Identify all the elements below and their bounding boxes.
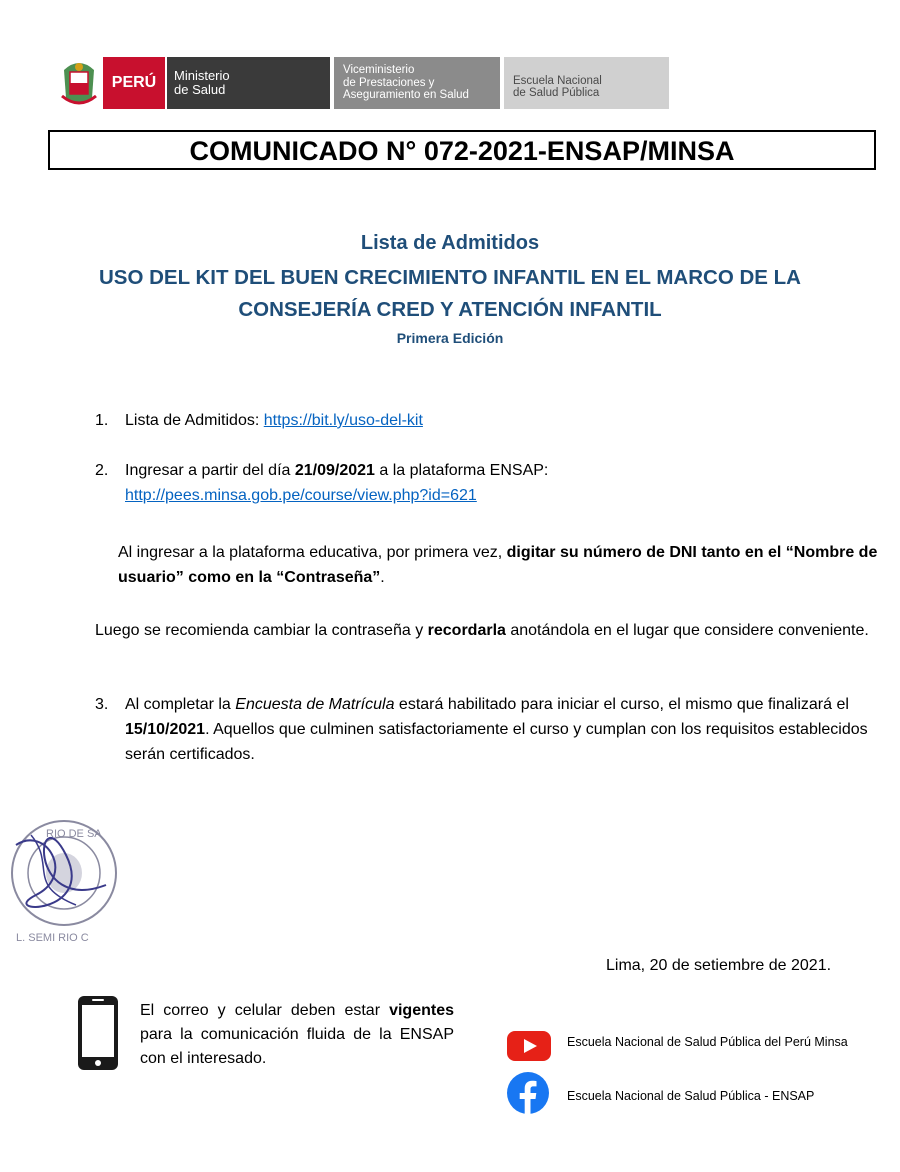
official-stamp-signature <box>6 815 120 945</box>
item3-italic: Encuesta de Matrícula <box>235 696 395 713</box>
admitted-list-link[interactable]: https://bit.ly/uso-del-kit <box>263 412 423 429</box>
item3-text-b: estará habilitado para iniciar el curso, el mismo que finalizará el <box>394 696 849 713</box>
youtube-channel-label[interactable]: Escuela Nacional de Salud Pública del Perú Minsa <box>567 1035 848 1049</box>
youtube-icon[interactable] <box>506 1028 552 1064</box>
ministerio-box <box>167 57 330 109</box>
contact-bold: vigentes <box>389 1002 454 1019</box>
heading-course-line1: USO DEL KIT DEL BUEN CRECIMIENTO INFANTIL EN EL MARCO DE LA <box>99 266 801 289</box>
ministerio-line1: Ministerio <box>174 68 230 83</box>
peru-logo-box <box>103 57 165 109</box>
communique-title: COMUNICADO N° 072-2021-ENSAP/MINSA <box>48 130 876 170</box>
para-a-end: . <box>380 569 385 586</box>
login-instruction <box>118 540 878 590</box>
contact-text-a: El correo y celular deben estar <box>140 1002 390 1019</box>
ministerio-line2: de Salud <box>174 82 226 97</box>
item3-text-a: Al completar la <box>125 696 236 713</box>
item1-text: Lista de Admitidos: <box>125 412 264 429</box>
para-a-text: Al ingresar a la plataforma educativa, por primera vez, <box>118 544 507 561</box>
item2-text-a: Ingresar a partir del día <box>125 462 295 479</box>
heading-edition: Primera Edición <box>396 330 504 346</box>
para-b-text-a: Luego se recomienda cambiar la contraseña y <box>95 622 428 639</box>
peru-text: PERÚ <box>111 74 157 91</box>
password-recommendation <box>95 618 875 643</box>
item3-date: 15/10/2021 <box>125 721 206 738</box>
para-a-bold: digitar su número de DNI tanto en el “Nombre de usuario” como en la “Contraseña” <box>118 544 878 586</box>
place-date: Lima, 20 de setiembre de 2021. <box>606 957 832 974</box>
mobile-phone-icon <box>77 995 119 1071</box>
escuela-line1: Escuela Nacional <box>513 74 602 87</box>
list-item-1 <box>95 408 423 433</box>
list-item-2 <box>95 458 795 508</box>
item3-number: 3. <box>95 696 109 713</box>
heading-list: Lista de Admitidos <box>360 232 540 254</box>
contact-text-b: para la comunicación fluida de la ENSAP con el interesado. <box>140 1026 454 1067</box>
vice-line2: de Prestaciones y <box>343 76 435 89</box>
viceministerio-box <box>334 57 500 109</box>
contact-notice <box>140 999 454 1071</box>
svg-text:L. SEMI RIO C: L. SEMI RIO C <box>16 932 89 944</box>
item3-text <box>125 692 875 767</box>
vice-line1: Viceministerio <box>343 64 415 77</box>
svg-text:RIO DE SA: RIO DE SA <box>46 828 102 840</box>
escuela-line2: de Salud Pública <box>513 87 600 99</box>
platform-link[interactable]: http://pees.minsa.gob.pe/course/view.php?id=621 <box>125 487 477 504</box>
facebook-page-label[interactable]: Escuela Nacional de Salud Pública - ENSAP <box>567 1089 815 1103</box>
para-b-bold: recordarla <box>427 622 506 639</box>
item2-text-b: a la plataforma ENSAP: <box>374 462 549 479</box>
heading-course-line2: CONSEJERÍA CRED Y ATENCIÓN INFANTIL <box>238 298 662 321</box>
para-b-text-b: anotándola en el lugar que considere conveniente. <box>505 622 869 639</box>
item2-number: 2. <box>95 462 109 479</box>
item3-text-c: . Aquellos que culminen satisfactoriamente el curso y cumplan con los requisitos establecidos serán certificados. <box>125 721 868 763</box>
peru-coat-of-arms-logo <box>58 58 100 108</box>
item2-date: 21/09/2021 <box>294 462 375 479</box>
facebook-icon[interactable] <box>507 1072 549 1114</box>
list-item-3 <box>95 692 875 767</box>
vice-line3: Aseguramiento en Salud <box>343 89 469 102</box>
item1-number: 1. <box>95 412 109 429</box>
escuela-box <box>504 57 669 109</box>
